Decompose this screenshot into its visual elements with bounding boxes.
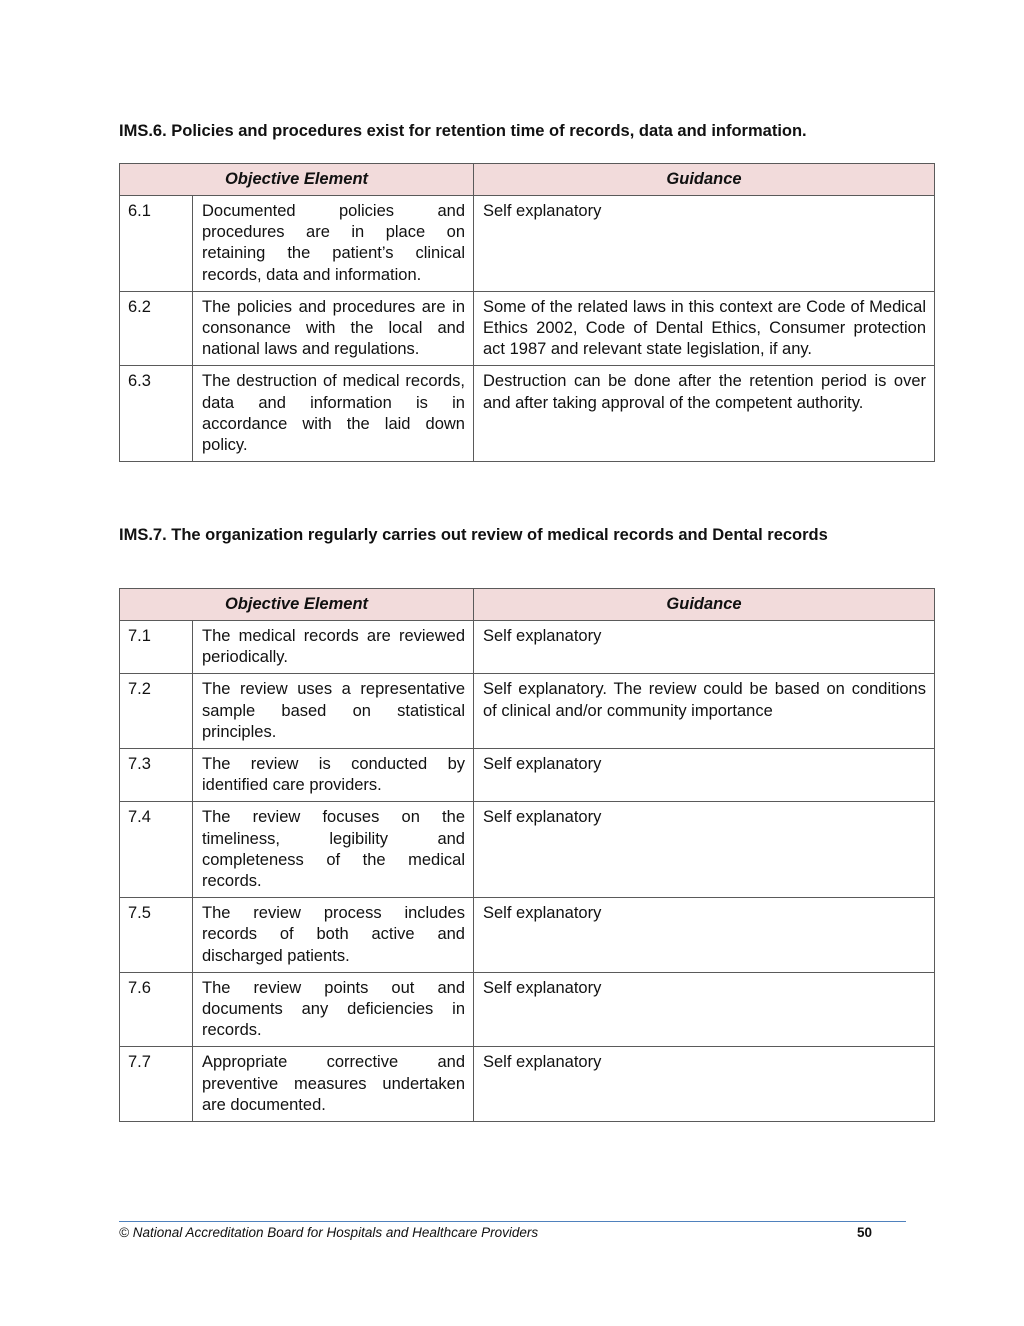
table-row	[120, 1047, 935, 1122]
objective-element-cell: The medical records are reviewed periodically.	[193, 621, 474, 674]
table-row	[120, 674, 935, 749]
guidance-cell: Self explanatory. The review could be based on conditions of clinical and/or community importance	[474, 674, 935, 749]
table-row	[120, 196, 935, 292]
header-objective-element: Objective Element	[120, 164, 474, 196]
objective-element-cell: Appropriate corrective and preventive measures undertaken are documented.	[193, 1047, 474, 1122]
row-number: 7.1	[120, 621, 193, 674]
guidance-cell: Self explanatory	[474, 898, 935, 973]
table-row	[120, 898, 935, 973]
row-number: 6.3	[120, 366, 193, 462]
row-number: 7.5	[120, 898, 193, 973]
guidance-cell: Self explanatory	[474, 196, 935, 292]
table-row	[120, 802, 935, 898]
header-guidance: Guidance	[474, 589, 935, 621]
objective-element-cell: The review uses a representative sample based on statistical principles.	[193, 674, 474, 749]
ims6-heading: IMS.6. Policies and procedures exist for retention time of records, data and information.	[119, 122, 807, 140]
table-row	[120, 291, 935, 366]
table-row	[120, 972, 935, 1047]
objective-element-cell: The review is conducted by identified care providers.	[193, 749, 474, 802]
objective-element-cell: The policies and procedures are in consonance with the local and national laws and regulations.	[193, 291, 474, 366]
footer-divider	[119, 1221, 906, 1222]
footer-copyright: © National Accreditation Board for Hospitals and Healthcare Providers	[119, 1225, 539, 1240]
row-number: 6.1	[120, 196, 193, 292]
header-objective-element: Objective Element	[120, 589, 474, 621]
table-header-row	[120, 589, 935, 621]
objective-element-cell: The review focuses on the timeliness, legibility and completeness of the medical records.	[193, 802, 474, 898]
guidance-cell: Self explanatory	[474, 1047, 935, 1122]
guidance-cell: Self explanatory	[474, 802, 935, 898]
page-number: 50	[857, 1225, 873, 1240]
ims7-table	[119, 588, 935, 1122]
row-number: 7.2	[120, 674, 193, 749]
row-number: 7.7	[120, 1047, 193, 1122]
objective-element-cell: The review points out and documents any deficiencies in records.	[193, 972, 474, 1047]
table-row	[120, 621, 935, 674]
table-row	[120, 749, 935, 802]
ims6-table	[119, 163, 935, 462]
row-number: 7.4	[120, 802, 193, 898]
ims7-heading: IMS.7. The organization regularly carries out review of medical records and Dental records	[119, 526, 828, 544]
objective-element-cell: The review process includes records of both active and discharged patients.	[193, 898, 474, 973]
header-guidance: Guidance	[474, 164, 935, 196]
guidance-cell: Self explanatory	[474, 972, 935, 1047]
guidance-cell: Some of the related laws in this context are Code of Medical Ethics 2002, Code of Dental Ethics, Consumer protection act 1987 and relevant state legislation, if any.	[474, 291, 935, 366]
guidance-cell: Self explanatory	[474, 621, 935, 674]
row-number: 7.6	[120, 972, 193, 1047]
objective-element-cell: The destruction of medical records, data and information is in accordance with the laid down policy.	[193, 366, 474, 462]
row-number: 6.2	[120, 291, 193, 366]
objective-element-cell: Documented policies and procedures are in place on retaining the patient’s clinical records, data and information.	[193, 196, 474, 292]
guidance-cell: Self explanatory	[474, 749, 935, 802]
guidance-cell: Destruction can be done after the retention period is over and after taking approval of the competent authority.	[474, 366, 935, 462]
table-row	[120, 366, 935, 462]
table-header-row	[120, 164, 935, 196]
row-number: 7.3	[120, 749, 193, 802]
